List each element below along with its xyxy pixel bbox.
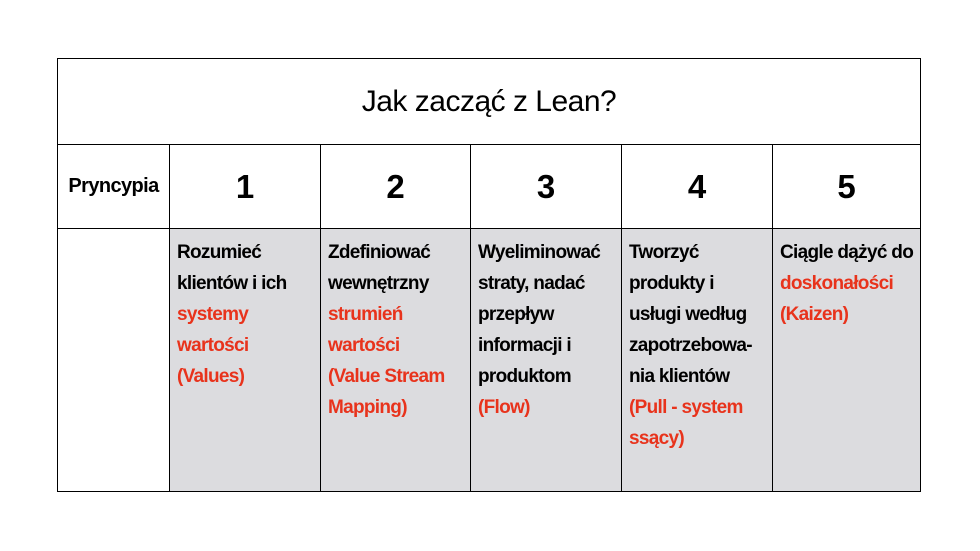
row-label-pryncypia: Pryncypia: [58, 145, 170, 229]
highlighted-text-line: (Values): [177, 366, 245, 387]
highlighted-text-line: strumień: [328, 304, 403, 325]
principle-cell-1: [170, 229, 321, 491]
column-number-4: 4: [622, 145, 773, 229]
text-line: straty, nadać: [478, 273, 585, 294]
text-line: Ciągle dążyć do: [780, 242, 914, 263]
highlighted-text-line: (Value Stream: [328, 366, 445, 387]
highlighted-text-line: wartości: [328, 335, 400, 356]
column-number-1: 1: [170, 145, 321, 229]
principle-cell-2: [321, 229, 471, 491]
principle-cell-3: [471, 229, 622, 491]
text-line: produktom: [478, 366, 571, 387]
text-line: Tworzyć: [629, 242, 699, 263]
highlighted-text-line: ssący): [629, 428, 684, 449]
highlighted-text-line: (Kaizen): [780, 304, 849, 325]
text-line: Rozumieć: [177, 242, 262, 263]
highlighted-text-line: (Pull - system: [629, 397, 743, 418]
text-line: usługi według: [629, 304, 747, 325]
table-title: Jak zacząć z Lean?: [58, 59, 920, 145]
text-line: informacji i: [478, 335, 571, 356]
highlighted-text-line: (Flow): [478, 397, 530, 418]
text-line: nia klientów: [629, 366, 730, 387]
principle-cell-4: [622, 229, 773, 491]
column-number-3: 3: [471, 145, 622, 229]
text-line: Zdefiniować: [328, 242, 431, 263]
lean-principles-table: [57, 58, 921, 492]
highlighted-text-line: Mapping): [328, 397, 407, 418]
text-line: produkty i: [629, 273, 714, 294]
highlighted-text-line: wartości: [177, 335, 249, 356]
column-number-5: 5: [773, 145, 920, 229]
text-line: Wyeliminować: [478, 242, 601, 263]
highlighted-text-line: doskonałości: [780, 273, 894, 294]
text-line: zapotrzebowa-: [629, 335, 752, 356]
highlighted-text-line: systemy: [177, 304, 249, 325]
principle-cell-5: [773, 229, 920, 491]
row-label-empty-cell: [58, 229, 170, 491]
text-line: klientów i ich: [177, 273, 287, 294]
column-number-2: 2: [321, 145, 471, 229]
text-line: przepływ: [478, 304, 554, 325]
text-line: wewnętrzny: [328, 273, 429, 294]
